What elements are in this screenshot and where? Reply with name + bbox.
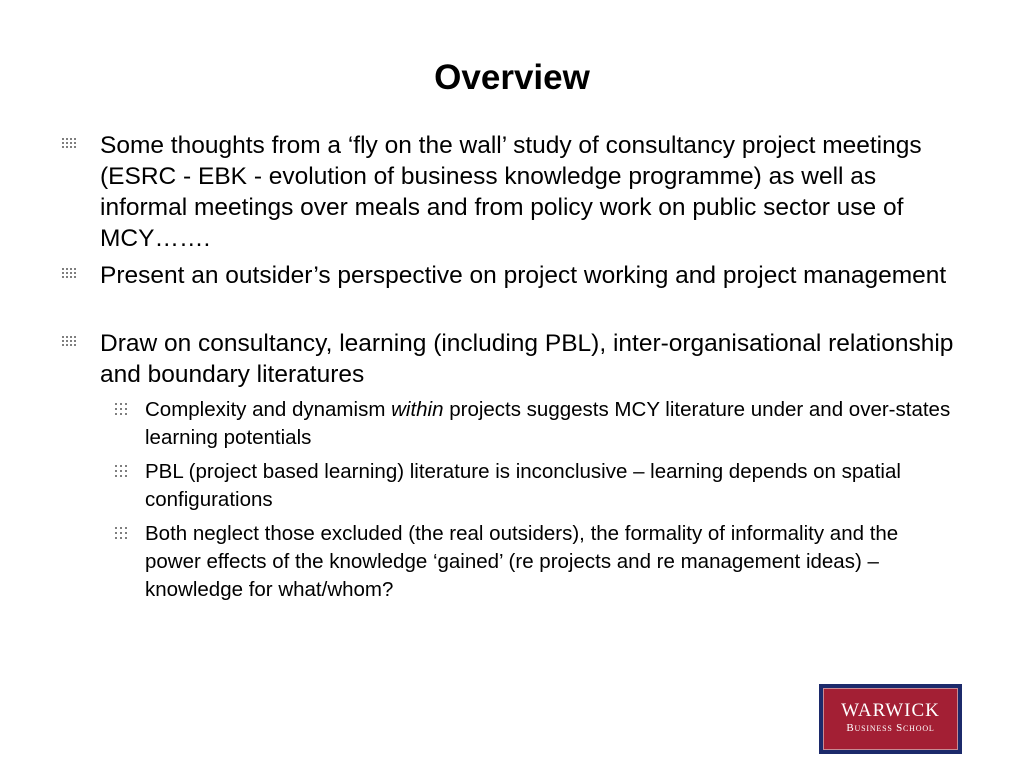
logo-wordmark: WARWICK	[841, 700, 940, 721]
sub-bullet-item-1	[145, 396, 955, 452]
sub-bullet-text: projects suggests MCY literature under and over-states learning potentials	[145, 398, 951, 449]
bullet-item-3: Draw on consultancy, learning (including PBL), inter-organisational relationship and boundary literatures	[100, 330, 954, 388]
sub-bullet-text: Complexity and dynamism	[145, 398, 392, 421]
dotted-grid-bullet-icon	[115, 403, 127, 415]
logo-panel	[823, 688, 958, 750]
logo-subtitle: Business School	[846, 722, 935, 734]
dotted-grid-bullet-icon	[115, 527, 127, 539]
dotted-grid-bullet-icon	[62, 268, 76, 278]
bullet-item-1: Some thoughts from a ‘fly on the wall’ study of consultancy project meetings (ESRC - EBK - evolution of business knowledge programme) as well as informal meetings over meals and from policy work on public sector use of MCY…….	[100, 132, 922, 252]
sub-bullet-item-2: PBL (project based learning) literature is inconclusive – learning depends on spatial configurations	[145, 460, 901, 511]
sub-bullet-emphasis: within	[391, 398, 444, 421]
dotted-grid-bullet-icon	[62, 138, 76, 148]
dotted-grid-bullet-icon	[62, 336, 76, 346]
sub-bullet-item-3: Both neglect those excluded (the real outsiders), the formality of informality and the power effects of the knowledge ‘gained’ (re projects and re management ideas) – knowledge for what/whom?	[145, 522, 899, 601]
warwick-business-school-logo	[819, 684, 962, 754]
dotted-grid-bullet-icon	[115, 465, 127, 477]
slide-title: Overview	[434, 58, 590, 97]
bullet-item-2: Present an outsider’s perspective on project working and project management	[100, 262, 947, 289]
